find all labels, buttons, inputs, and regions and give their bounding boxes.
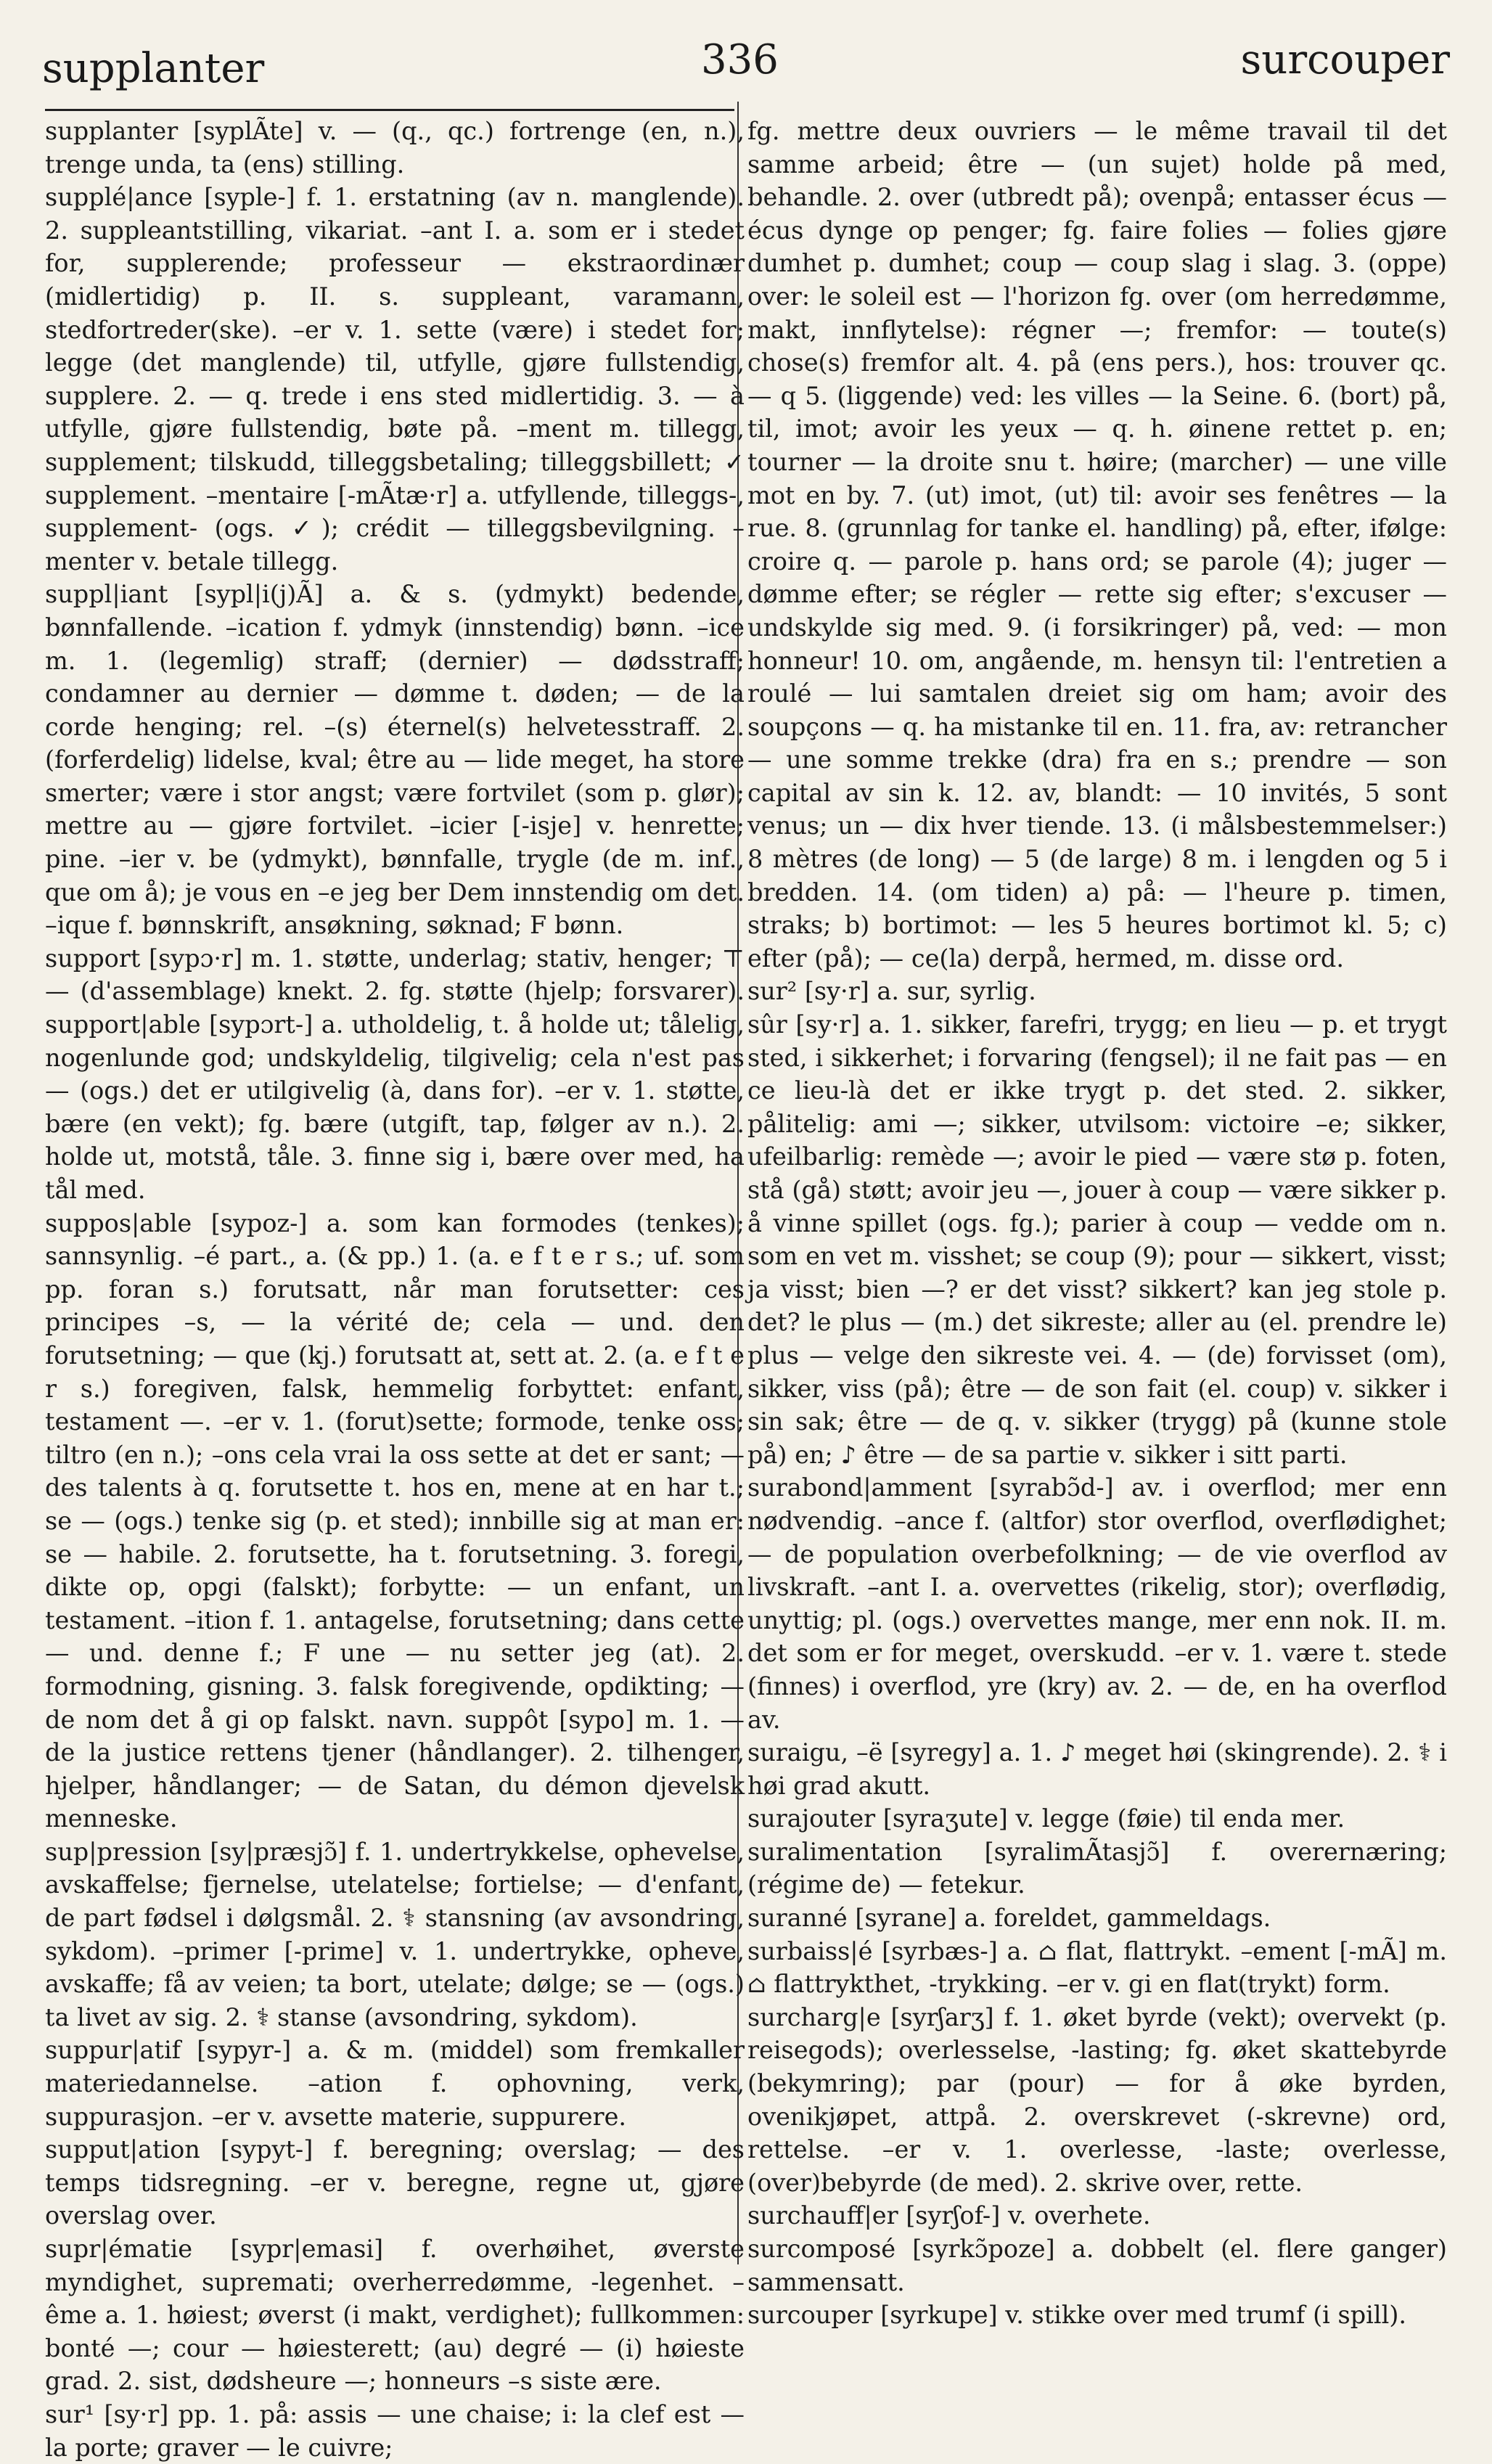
entry-surajouter: surajouter [syraʒute] v. legge (føie) til enda mer.	[747, 1804, 1345, 1833]
right-column	[747, 115, 1447, 2330]
entry-sur2: sur² [sy·r] a. sur, syrlig.	[747, 977, 1036, 1006]
entry-suprematie: supr|ématie [sypr|emasi] f. overhøihet, øverste myndighet, supremati; overherredømme, -legenhet. –ême a. 1. høiest; øverst (i makt, verdighet); fullkommen: bonté —; cour — høiesterett; (au) degré — (i) høieste grad. 2. sist, dødsheure —; honneurs –s siste ære.	[45, 2235, 745, 2396]
entry-surcompose: surcomposé [syrkɔ̃poze] a. dobbelt (el. flere ganger) sammensatt.	[747, 2235, 1447, 2296]
entry-supputation: supput|ation [sypyt-] f. beregning; overslag; — des temps tidsregning. –er v. beregne, regne ut, gjøre overslag over.	[45, 2135, 745, 2230]
left-column	[45, 115, 745, 2462]
entry-suppuratif: suppur|atif [sypyr-] a. & m. (middel) som fremkaller materiedannelse. –ation f. ophovning, verk, suppurasjon. –er v. avsette materie, suppurere.	[45, 2036, 745, 2131]
page-number: 336	[701, 36, 779, 83]
entry-surchauffer: surchauff|er [syrʃof-] v. overhete.	[747, 2201, 1151, 2230]
entry-suralimentation: suralimentation [syralimÃtasjɔ̃] f. overernæring; (régime de) — fetekur.	[747, 1837, 1447, 1899]
entry-sur-sikker: sûr [sy·r] a. 1. sikker, farefri, trygg; en lieu — p. et trygt sted, i sikkerhet; i forvaring (fengsel); il ne fait pas — en ce lieu-là det er ikke trygt p. det sted. 2. sikker, pålitelig: ami —; sikker, utvilsom: victoire –e; sikker, ufeilbarlig: remède —; avoir le pied — være stø p. foten, stå (gå) støtt; avoir jeu —, jouer à coup — være sikker p. å vinne spillet (ogs. fg.); parier à coup — vedde om n. som en vet m. visshet; se coup (9); pour — sikkert, visst; ja visst; bien —? er det visst? sikkert? kan jeg stole p. det? le plus — (m.) det sikreste; aller au (el. prendre le) plus — velge den sikreste vei. 4. — (de) forvisset (om), sikker, viss (på); être — de son fait (el. coup) v. sikker i sin sak; être — de q. v. sikker (trygg) på (kunne stole på) en; ♪ être — de sa partie v. sikker i sitt parti.	[747, 1010, 1447, 1469]
entry-supplanter: supplanter [syplÃte] v. — (q., qc.) fortrenge (en, n.), trenge unda, ta (ens) stilling.	[45, 117, 745, 179]
left-guideword: supplanter	[42, 45, 265, 92]
entry-surcharge: surcharg|e [syrʃarʒ] f. 1. øket byrde (vekt); overvekt (p. reisegods); overlesselse, -lasting; fg. øket skattebyrde (bekymring); par (pour) — for å øke byrden, ovenikjøpet, attpå. 2. overskrevet (-skrevne) ord, rettelse. –er v. 1. overlesse, -laste; overlesse, (over)bebyrde (de med). 2. skrive over, rette.	[747, 2002, 1447, 2197]
header-rule	[45, 109, 734, 111]
entry-surcouper: surcouper [syrkupe] v. stikke over med trumf (i spill).	[747, 2301, 1407, 2330]
entry-suppliant: suppl|iant [sypl|i(j)Ã] a. & s. (ydmykt) bedende, bønnfallende. –ication f. ydmyk (innstendig) bønn. –ice m. 1. (legemlig) straff; (dernier) — dødsstraff; condamner au dernier — dømme t. døden; — de la corde henging; rel. –(s) éternel(s) helvetesstraff. 2. (forferdelig) lidelse, kval; être au — lide meget, ha store smerter; være i stor angst; være fortvilet (som p. glør); mettre au — gjøre fortvilet. –icier [-isje] v. henrette; pine. –ier v. be (ydmykt), bønnfalle, trygle (de m. inf., que om å); je vous en –e jeg ber Dem innstendig om det. –ique f. bønnskrift, ansøkning, søknad; F bønn.	[45, 580, 745, 940]
entry-supplance: supplé|ance [syple-] f. 1. erstatning (av n. manglende). 2. suppleantstilling, vikariat. –ant I. a. som er i stedet for, supplerende; professeur — ekstraordinær (midlertidig) p. II. s. suppleant, varamann, stedfortreder(ske). –er v. 1. sette (være) i stedet for; legge (det manglende) til, utfylle, gjøre fullstendig, supplere. 2. — q. trede i ens sted midlertidig. 3. — à utfylle, gjøre fullstendig, bøte på. –ment m. tillegg, supplement; tilskudd, tilleggsbetaling; tilleggsbillett; ✓ supplement. –mentaire [-mÃtæ·r] a. utfyllende, tilleggs-, supplement- (ogs. ✓); crédit — tilleggsbevilgning. –menter v. betale tillegg.	[45, 183, 745, 576]
entry-sur1-continued: fg. mettre deux ouvriers — le même travail til det samme arbeid; être — (un sujet) holde på med, behandle. 2. over (utbredt på); ovenpå; entasser écus — écus dynge op penger; fg. faire folies — folies gjøre dumhet p. dumhet; coup — coup slag i slag. 3. (oppe) over: le soleil est — l'horizon fg. over (om herredømme, makt, innflytelse): régner —; fremfor: — toute(s) chose(s) fremfor alt. 4. på (ens pers.), hos: trouver qc. — q 5. (liggende) ved: les villes — la Seine. 6. (bort) på, til, imot; avoir les yeux — q. h. øinene rettet p. en; tourner — la droite snu t. høire; (marcher) — une ville mot en by. 7. (ut) imot, (ut) til: avoir ses fenêtres — la rue. 8. (grunnlag for tanke el. handling) på, efter, ifølge: croire q. — parole p. hans ord; se parole (4); juger — dømme efter; se régler — rette sig efter; s'excuser — undskylde sig med. 9. (i forsikringer) på, ved: — mon honneur! 10. om, angående, m. hensyn til: l'entretien a roulé — lui samtalen dreiet sig om ham; avoir des soupçons — q. ha mistanke til en. 11. fra, av: retrancher — une somme trekke (dra) fra en s.; prendre — son capital av sin k. 12. av, blandt: — 10 invités, 5 sont venus; un — dix hver tiende. 13. (i målsbestemmelser:) 8 mètres (de long) — 5 (de large) 8 m. i lengden og 5 i bredden. 14. (om tiden) a) på: — l'heure p. timen, straks; b) bortimot: — les 5 heures bortimot kl. 5; c) efter (på); — ce(la) derpå, hermed, m. disse ord.	[747, 117, 1447, 973]
right-guideword: surcouper	[1240, 36, 1450, 83]
entry-suppression: sup|pression [sy|præsjɔ̃] f. 1. undertrykkelse, ophevelse, avskaffelse; fjernelse, utelatelse; fortielse; — d'enfant, de part fødsel i dølgsmål. 2. ⚕ stansning (av avsondring, sykdom). –primer [-prime] v. 1. undertrykke, opheve, avskaffe; få av veien; ta bort, utelate; dølge; se — (ogs.) ta livet av sig. 2. ⚕ stanse (avsondring, sykdom).	[45, 1837, 745, 2031]
entry-support: support [sypɔ·r] m. 1. støtte, underlag; stativ, henger; ⊤ — (d'assemblage) knekt. 2. fg. støtte (hjelp; forsvarer). support|able [sypɔrt-] a. utholdelig, t. å holde ut; tålelig, nogenlunde god; undskyldelig, tilgivelig; cela n'est pas — (ogs.) det er utilgivelig (à, dans for). –er v. 1. støtte, bære (en vekt); fg. bære (utgift, tap, følger av n.). 2. holde ut, motstå, tåle. 3. finne sig i, bære over med, ha tål med.	[45, 944, 745, 1204]
entry-surabondamment: surabond|amment [syrabɔ̃d-] av. i overflod; mer enn nødvendig. –ance f. (altfor) stor overflod, overflødighet; — de population overbefolkning; — de vie overflod av livskraft. –ant I. a. overvettes (rikelig, stor); overflødig, unyttig; pl. (ogs.) overvettes mange, mer enn nok. II. m. det som er for meget, overskudd. –er v. 1. være t. stede (finnes) i overflod, yre (kry) av. 2. — de, en ha overflod av.	[747, 1473, 1447, 1734]
entry-sur1: sur¹ [sy·r] pp. 1. på: assis — une chaise; i: la clef est — la porte; graver — le cuivre;	[45, 2399, 745, 2462]
entry-suraigu: suraigu, –ë [syregy] a. 1. ♪ meget høi (skingrende). 2. ⚕ i høi grad akutt.	[747, 1738, 1447, 1800]
entry-surbaisse: surbaiss|é [syrbæs-] a. ⌂ flat, flattrykt. –ement [-mÃ] m. ⌂ flattrykthet, -trykking. –er v. gi en flat(trykt) form.	[747, 1936, 1447, 1999]
entry-supposable: suppos|able [sypoz-] a. som kan formodes (tenkes); sannsynlig. –é part., a. (& pp.) 1. (a. e f t e r s.; uf. som pp. foran s.) forutsatt, når man forutsetter: ces principes –s, — la vérité de; cela — und. den forutsetning; — que (kj.) forutsatt at, sett at. 2. (a. e f t e r s.) foregiven, falsk, hemmelig forbyttet: enfant, testament —. –er v. 1. (forut)sette; formode, tenke oss; tiltro (en n.); –ons cela vrai la oss sette at det er sant; — des talents à q. forutsette t. hos en, mene at en har t.; se — (ogs.) tenke sig (p. et sted); innbille sig at man er: se — habile. 2. forutsette, ha t. forutsetning. 3. foregi, dikte op, opgi (falskt); forbytte: — un enfant, un testament. –ition f. 1. antagelse, forutsetning; dans cette — und. denne f.; F une — nu setter jeg (at). 2. formodning, gisning. 3. falsk foregivende, opdikting; — de nom det å gi op falskt. navn. suppôt [sypo] m. 1. — de la justice rettens tjener (håndlanger). 2. tilhenger, hjelper, håndlanger; — de Satan, du démon djevelsk menneske.	[45, 1208, 745, 1833]
entry-suranne: suranné [syrane] a. foreldet, gammeldags.	[747, 1904, 1271, 1933]
page-header	[42, 29, 1450, 109]
